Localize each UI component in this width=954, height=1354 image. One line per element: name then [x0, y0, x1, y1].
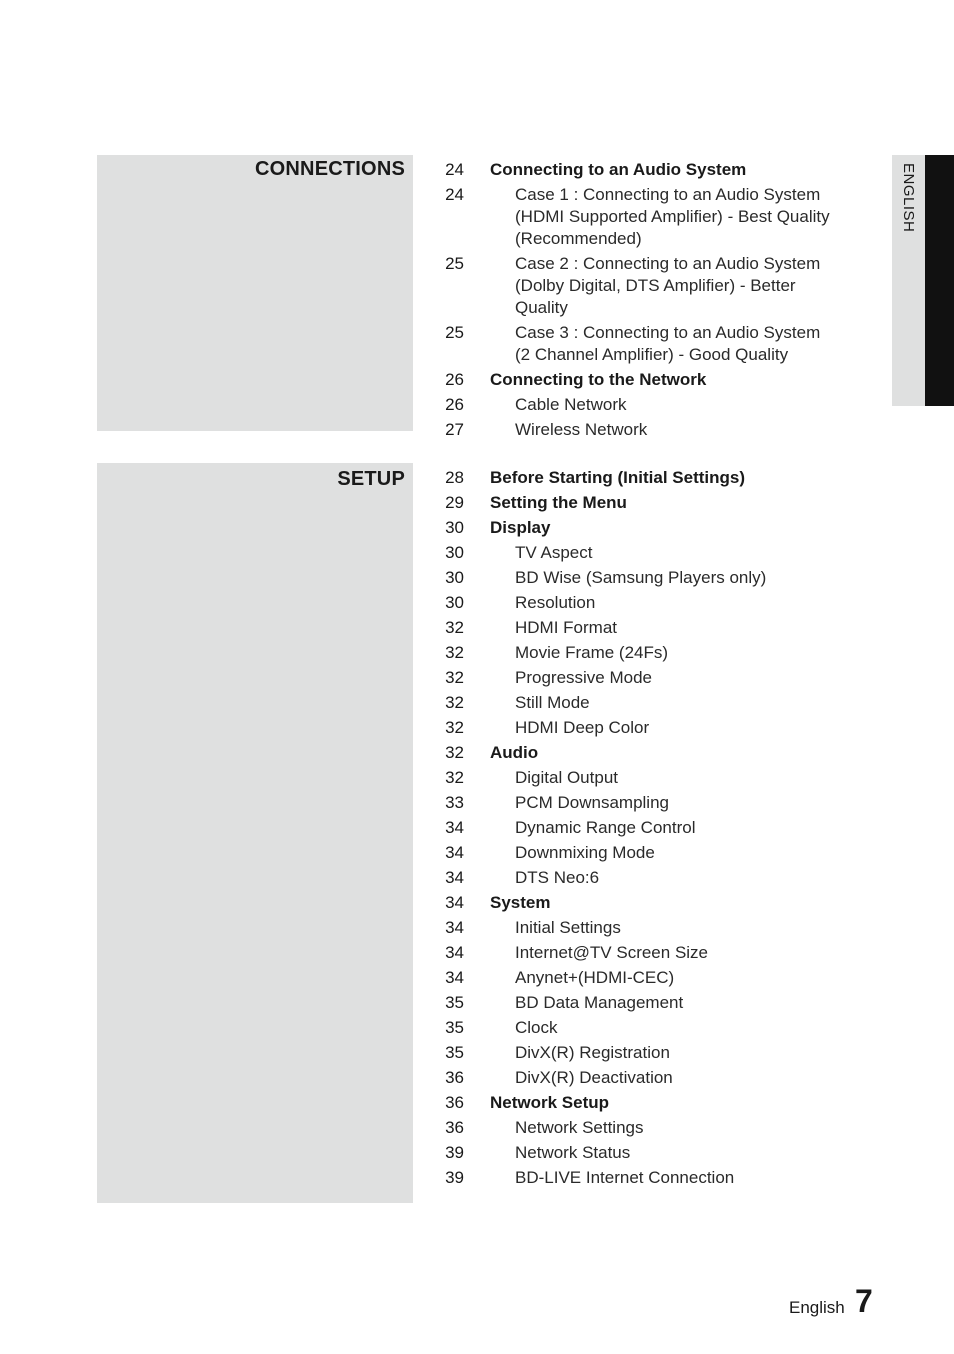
toc-entry	[430, 253, 850, 319]
toc-entry	[430, 517, 850, 539]
toc-page-number: 32	[445, 743, 464, 762]
toc-heading: Connecting to the Network	[490, 370, 707, 389]
toc-subitem: HDMI Format	[515, 618, 617, 637]
toc-page-number: 34	[445, 968, 464, 987]
toc-entry	[430, 1142, 850, 1164]
section-title-setup: SETUP	[337, 468, 405, 490]
toc-page-number: 26	[445, 395, 464, 414]
toc-entry	[430, 717, 850, 739]
toc-entry	[430, 1067, 850, 1089]
toc-entry	[430, 492, 850, 514]
toc-page-number: 32	[445, 643, 464, 662]
toc-page-number: 36	[445, 1068, 464, 1087]
toc-subitem: TV Aspect	[515, 543, 593, 562]
toc-subitem: DivX(R) Registration	[515, 1043, 670, 1062]
toc-subitem: Network Settings	[515, 1118, 644, 1137]
connections-section-band	[97, 155, 413, 431]
toc-heading: Connecting to an Audio System	[490, 160, 747, 179]
toc-page-number: 32	[445, 618, 464, 637]
toc-subitem: Initial Settings	[515, 918, 621, 937]
toc-subitem: DTS Neo:6	[515, 868, 600, 887]
toc-entry	[430, 592, 850, 614]
language-tab-label: ENGLISH	[900, 163, 917, 233]
toc-entry	[430, 842, 850, 864]
toc-subitem: Internet@TV Screen Size	[515, 943, 709, 962]
toc-page-number: 27	[445, 420, 464, 439]
toc-subitem: HDMI Deep Color	[515, 718, 650, 737]
toc-subitem: Dynamic Range Control	[515, 818, 696, 837]
toc-page-number: 39	[445, 1168, 464, 1187]
toc-subitem: BD Data Management	[515, 993, 684, 1012]
toc-page-number: 32	[445, 693, 464, 712]
toc-heading: Audio	[490, 743, 539, 762]
toc-page-number: 35	[445, 1043, 464, 1062]
toc-subitem: Downmixing Mode	[515, 843, 655, 862]
setup-section-band	[97, 463, 413, 1203]
toc-heading: Before Starting (Initial Settings)	[490, 468, 746, 487]
toc-entry	[430, 917, 850, 939]
toc-entry	[430, 1167, 850, 1189]
toc-entry	[430, 567, 850, 589]
toc-subitem: BD Wise (Samsung Players only)	[515, 568, 767, 587]
toc-heading: Display	[490, 518, 551, 537]
toc-subitem: Still Mode	[515, 693, 590, 712]
toc-entry	[430, 742, 850, 764]
toc-entry	[430, 1042, 850, 1064]
toc-page-number: 35	[445, 1018, 464, 1037]
toc-subitem: PCM Downsampling	[515, 793, 669, 812]
toc-page-number: 25	[445, 323, 464, 342]
language-tab-marker	[925, 155, 954, 406]
toc-page-number: 36	[445, 1093, 464, 1112]
toc-subitem: Anynet+(HDMI-CEC)	[515, 968, 675, 987]
toc-subitem: Case 3 : Connecting to an Audio System (2 Channel Amplifier) - Good Quality	[515, 323, 821, 364]
toc-subitem: Clock	[515, 1018, 558, 1037]
toc-entry	[430, 767, 850, 789]
toc-page-number: 30	[445, 543, 464, 562]
toc-page-number: 35	[445, 993, 464, 1012]
toc-page-number: 39	[445, 1143, 464, 1162]
toc-subitem: Case 2 : Connecting to an Audio System (Dolby Digital, DTS Amplifier) - Better Quality	[515, 254, 821, 317]
toc-page-number: 32	[445, 668, 464, 687]
toc-entry	[430, 817, 850, 839]
toc-entry	[430, 322, 850, 366]
toc-heading: Network Setup	[490, 1093, 610, 1112]
toc-page-number: 24	[445, 185, 464, 204]
toc-subitem: Cable Network	[515, 395, 627, 414]
toc-entry	[430, 542, 850, 564]
toc-page-number: 32	[445, 768, 464, 787]
toc-page-number: 24	[445, 160, 464, 179]
page-number: 7	[855, 1283, 873, 1319]
toc-page-number: 34	[445, 918, 464, 937]
toc-subitem: Resolution	[515, 593, 596, 612]
toc-page-number: 33	[445, 793, 464, 812]
toc-page-number: 30	[445, 593, 464, 612]
toc-heading: Setting the Menu	[490, 493, 627, 512]
toc-entry	[430, 667, 850, 689]
toc-entry	[430, 419, 850, 441]
toc-page-number: 30	[445, 568, 464, 587]
toc-page-number: 28	[445, 468, 464, 487]
toc-entry	[430, 792, 850, 814]
toc-page-number: 34	[445, 943, 464, 962]
connections-toc-list	[430, 159, 850, 444]
toc-entry	[430, 184, 850, 250]
toc-entry	[430, 642, 850, 664]
toc-page-number: 36	[445, 1118, 464, 1137]
toc-subitem: Network Status	[515, 1143, 631, 1162]
toc-subitem: Progressive Mode	[515, 668, 653, 687]
toc-entry	[430, 1017, 850, 1039]
toc-entry	[430, 892, 850, 914]
toc-subitem: Wireless Network	[515, 420, 648, 439]
setup-toc-list	[430, 467, 850, 1192]
toc-page-number: 34	[445, 893, 464, 912]
toc-page-number: 34	[445, 868, 464, 887]
toc-entry	[430, 867, 850, 889]
toc-page-number: 25	[445, 254, 464, 273]
toc-entry	[430, 967, 850, 989]
toc-subitem: DivX(R) Deactivation	[515, 1068, 673, 1087]
toc-subitem: BD-LIVE Internet Connection	[515, 1168, 735, 1187]
toc-entry	[430, 617, 850, 639]
toc-subitem: Case 1 : Connecting to an Audio System (HDMI Supported Amplifier) - Best Quality (Recommended)	[515, 185, 830, 248]
toc-subitem: Digital Output	[515, 768, 618, 787]
toc-subitem: Movie Frame (24Fs)	[515, 643, 669, 662]
toc-entry	[430, 1117, 850, 1139]
toc-page-number: 34	[445, 818, 464, 837]
toc-heading: System	[490, 893, 551, 912]
toc-entry	[430, 159, 850, 181]
toc-page-number: 26	[445, 370, 464, 389]
toc-page-number: 29	[445, 493, 464, 512]
toc-entry	[430, 992, 850, 1014]
toc-entry	[430, 692, 850, 714]
toc-page-number: 30	[445, 518, 464, 537]
toc-entry	[430, 1092, 850, 1114]
toc-entry	[430, 467, 850, 489]
footer-language: English	[789, 1298, 845, 1317]
section-title-connections: CONNECTIONS	[255, 158, 405, 180]
toc-page-number: 34	[445, 843, 464, 862]
toc-entry	[430, 369, 850, 391]
toc-entry	[430, 942, 850, 964]
toc-entry	[430, 394, 850, 416]
toc-page-number: 32	[445, 718, 464, 737]
